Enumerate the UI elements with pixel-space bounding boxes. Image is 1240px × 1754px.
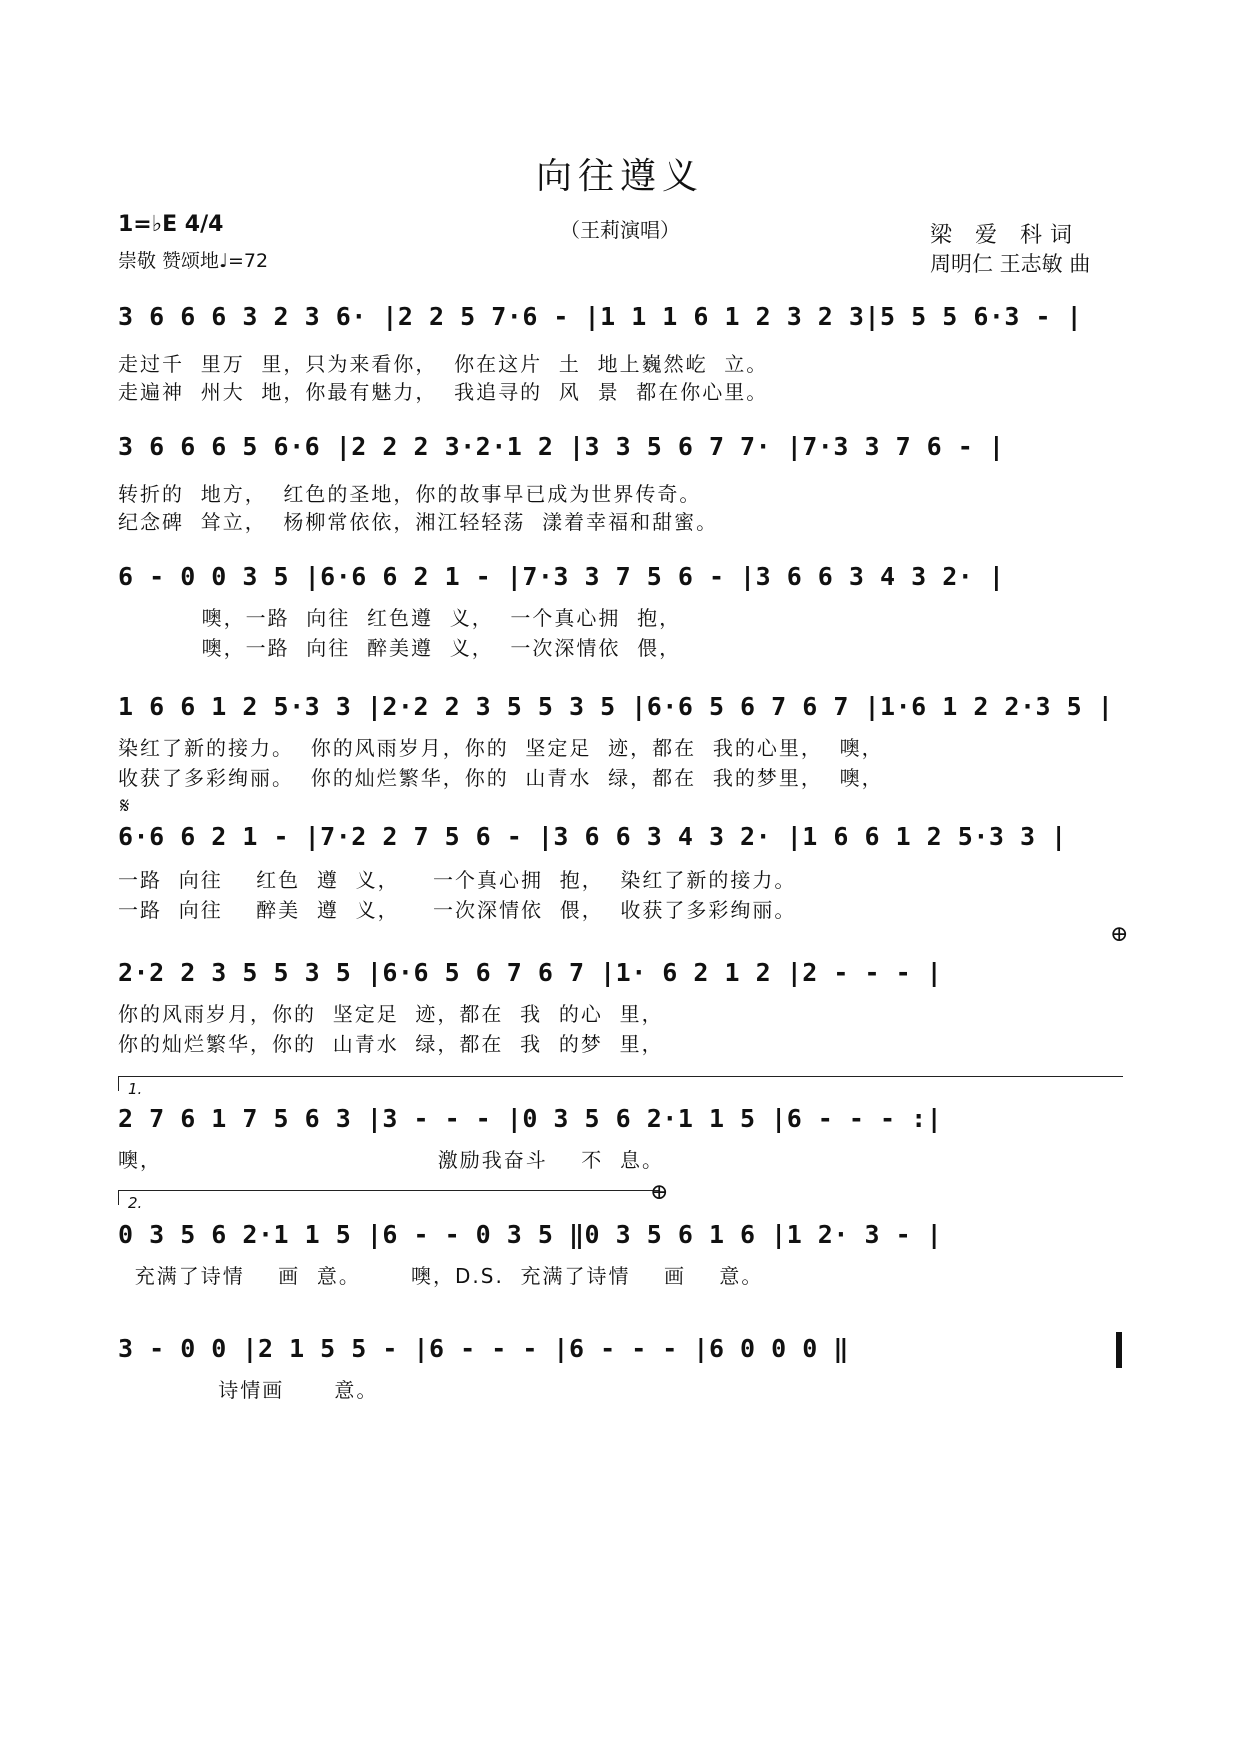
lyrics-line-7a: 噢， 激励我奋斗 不 息。 [118,1148,664,1172]
lyrics-line-2b: 纪念碑 耸立， 杨柳常依依，湘江轻轻荡 漾着幸福和甜蜜。 [118,510,719,534]
volta-1-bracket [118,1076,1123,1091]
singer-credit: （王莉演唱） [560,218,680,242]
lyrics-line-2a: 转折的 地方， 红色的圣地，你的故事早已成为世界传奇。 [118,482,702,506]
composer-credit: 周明仁 王志敏 曲 [930,252,1091,276]
notation-line-6: 2·2 2 3 5 5 3 5 |6·6 5 6 7 6 7 |1· 6 2 1 2 |2 - - - | [118,958,943,987]
coda-sign: ⊕ [1110,922,1129,947]
tempo-marking: 崇敬 赞颂地♩=72 [118,250,269,272]
lyrics-line-9a: 诗情画 意。 [118,1378,379,1402]
volta-2-bracket [118,1190,659,1205]
coda-sign-2: ⊕ [650,1180,669,1205]
notation-line-7: 2 7 6 1 7 5 6 3 |3 - - - |0 3 5 6 2·1 1 5 |6 - - - :| [118,1104,943,1133]
volta-2-label: 2. [128,1194,143,1212]
lyrics-line-4a: 染红了新的接力。 你的风雨岁月，你的 坚定足 迹，都在 我的心里， 噢， [118,736,884,760]
lyrics-line-6b: 你的灿烂繁华，你的 山青水 绿，都在 我 的梦 里， [118,1032,664,1056]
notation-line-1: 3 6 6 6 3 2 3 6· |2 2 5 7·6 - |1 1 1 6 1 2 3 2 3|5 5 5 6·3 - | [118,302,1083,331]
lyrics-line-5a: 一路 向往 红色 遵 义， 一个真心拥 抱， 染红了新的接力。 [118,868,797,892]
song-title: 向往遵义 [535,156,704,197]
lyrics-line-1a: 走过千 里万 里，只为来看你， 你在这片 土 地上巍然屹 立。 [118,352,769,376]
volta-1-label: 1. [128,1080,143,1098]
lyrics-line-5b: 一路 向往 醉美 遵 义， 一次深情依 偎， 收获了多彩绚丽。 [118,898,797,922]
final-barline [1116,1332,1122,1368]
notation-line-3: 6 - 0 0 3 5 |6·6 6 2 1 - |7·3 3 7 5 6 - |3 6 6 3 4 3 2· | [118,562,1005,591]
lyrics-line-8a: 充满了诗情 画 意。 噢，D.S. 充满了诗情 画 意。 [118,1264,764,1288]
notation-line-4: 1 6 6 1 2 5·3 3 |2·2 2 3 5 5 3 5 |6·6 5 6 7 6 7 |1·6 1 2 2·3 5 | [118,692,1114,721]
lyrics-line-1b: 走遍神 州大 地，你最有魅力， 我追寻的 风 景 都在你心里。 [118,380,769,404]
lyrics-line-6a: 你的风雨岁月，你的 坚定足 迹，都在 我 的心 里， [118,1002,664,1026]
lyrics-line-4b: 收获了多彩绚丽。 你的灿烂繁华，你的 山青水 绿，都在 我的梦里， 噢， [118,766,884,790]
segno-sign: 𝄋 [120,794,130,819]
lyrics-line-3a: 噢，一路 向往 红色遵 义， 一个真心拥 抱， [118,606,682,630]
lyricist-credit: 梁 爱 科词 [930,223,1080,248]
key-signature: 1=♭E 4/4 [118,212,224,237]
notation-line-8: 0 3 5 6 2·1 1 5 |6 - - 0 3 5 ‖0 3 5 6 1 6 |1 2· 3 - | [118,1220,943,1249]
notation-line-5: 6·6 6 2 1 - |7·2 2 7 5 6 - |3 6 6 3 4 3 2· |1 6 6 1 2 5·3 3 | [118,822,1067,851]
lyrics-line-3b: 噢，一路 向往 醉美遵 义， 一次深情依 偎， [118,636,682,660]
notation-line-9: 3 - 0 0 |2 1 5 5 - |6 - - - |6 - - - |6 0 0 0 ‖ [118,1334,849,1363]
notation-line-2: 3 6 6 6 5 6·6 |2 2 2 3·2·1 2 |3 3 5 6 7 7· |7·3 3 7 6 - | [118,432,1005,461]
